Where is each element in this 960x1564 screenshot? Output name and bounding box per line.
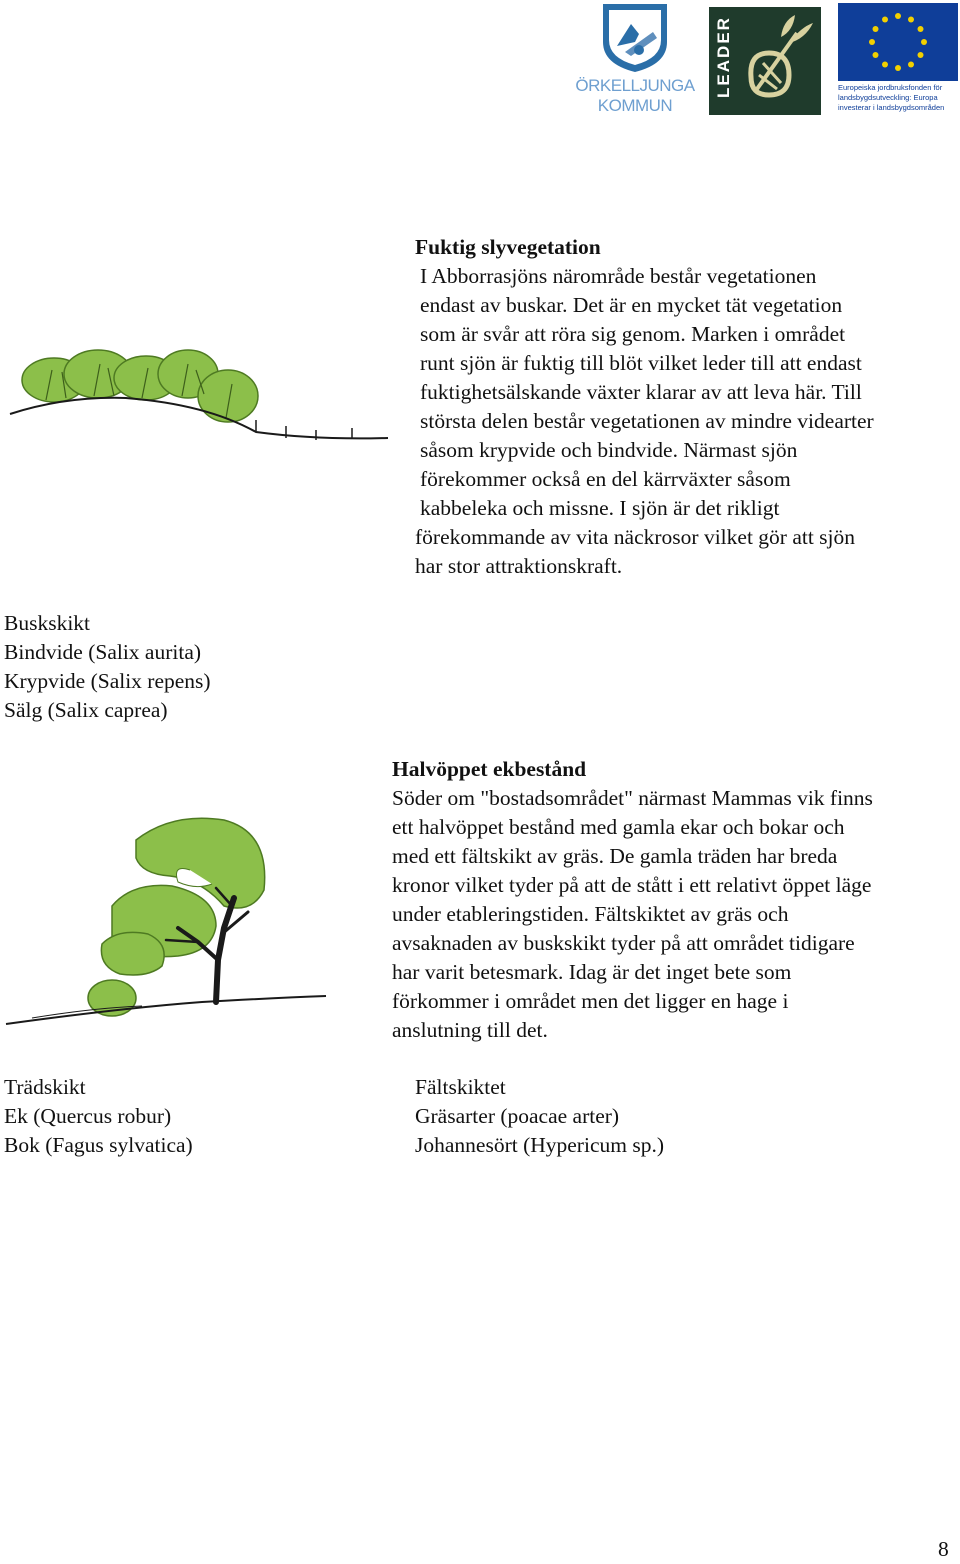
eu-caption-line1: Europeiska jordbruksfonden för bbox=[838, 83, 943, 92]
species-item: Krypvide (Salix repens) bbox=[4, 669, 211, 693]
paragraph-line: ett halvöppet bestånd med gamla ekar och bokar och bbox=[392, 815, 845, 839]
species-item: Bindvide (Salix aurita) bbox=[4, 640, 202, 664]
section2-heading: Halvöppet ekbestånd bbox=[392, 757, 587, 781]
paragraph-line: med ett fältskikt av gräs. De gamla träden har breda bbox=[392, 844, 838, 868]
paragraph-line: såsom krypvide och bindvide. Närmast sjön bbox=[420, 438, 798, 462]
oak-tree-illustration bbox=[2, 810, 330, 1032]
eu-caption-line3: investerar i landsbygdsområden bbox=[838, 103, 945, 112]
paragraph-line: största delen består vegetationen av mindre videarter bbox=[420, 409, 874, 433]
species-item: Gräsarter (poacae arter) bbox=[415, 1104, 620, 1128]
paragraph-line: runt sjön är fuktig till blöt vilket leder till att endast bbox=[420, 351, 862, 375]
species-item: Ek (Quercus robur) bbox=[4, 1104, 172, 1128]
page-number: 8 bbox=[938, 1537, 949, 1561]
eu-caption-line2: landsbygdsutveckling: Europa bbox=[838, 93, 938, 102]
paragraph-line: Söder om "bostadsområdet" närmast Mammas vik finns bbox=[392, 786, 873, 810]
species-list-title: Fältskiktet bbox=[415, 1075, 506, 1099]
paragraph-line: anslutning till det. bbox=[392, 1018, 548, 1042]
section1-paragraph bbox=[415, 262, 874, 581]
shrub-vegetation-illustration bbox=[6, 340, 390, 450]
paragraph-line: fuktighetsälskande växter klarar av att leva här. Till bbox=[420, 380, 862, 404]
species-list-title: Trädskikt bbox=[4, 1075, 86, 1099]
kommun-crest-icon bbox=[573, 2, 697, 74]
paragraph-line: förekommer också en del kärrväxter såsom bbox=[420, 467, 791, 491]
paragraph-line: endast av buskar. Det är en mycket tät vegetation bbox=[420, 293, 843, 317]
species-item: Bok (Fagus sylvatica) bbox=[4, 1133, 193, 1157]
field-layer-species-list bbox=[415, 1073, 664, 1160]
paragraph-line: har stor attraktionskraft. bbox=[415, 554, 623, 578]
eu-flag-icon bbox=[838, 3, 958, 81]
paragraph-line: förkommer i området men det ligger en hage i bbox=[392, 989, 789, 1013]
tree-layer-species-list bbox=[4, 1073, 193, 1160]
paragraph-line: avsaknaden av buskskikt tyder på att området tidigare bbox=[392, 931, 855, 955]
species-list-title: Buskskikt bbox=[4, 611, 91, 635]
kommun-name-line1: ÖRKELLJUNGA bbox=[575, 76, 695, 95]
paragraph-line: förekommande av vita näckrosor vilket gör att sjön bbox=[415, 525, 856, 549]
paragraph-line: kabbeleka och missne. I sjön är det rikligt bbox=[420, 496, 780, 520]
leader-sprout-icon bbox=[735, 13, 819, 109]
species-item: Johannesört (Hypericum sp.) bbox=[415, 1133, 664, 1157]
section1-heading: Fuktig slyvegetation bbox=[415, 235, 601, 259]
eu-logo bbox=[838, 3, 958, 119]
shrub-layer-species-list bbox=[4, 609, 211, 725]
paragraph-line: kronor vilket tyder på att de stått i ett relativt öppet läge bbox=[392, 873, 872, 897]
paragraph-line: som är svår att röra sig genom. Marken i området bbox=[420, 322, 846, 346]
paragraph-line: har varit betesmark. Idag är det inget bete som bbox=[392, 960, 792, 984]
paragraph-line: I Abborrasjöns närområde består vegetationen bbox=[420, 264, 817, 288]
species-item: Sälg (Salix caprea) bbox=[4, 698, 168, 722]
paragraph-line: under etableringstiden. Fältskiktet av gräs och bbox=[392, 902, 789, 926]
section2-paragraph bbox=[392, 784, 873, 1045]
leader-logo bbox=[709, 7, 821, 115]
leader-label: LEADER bbox=[714, 16, 733, 98]
kommun-name-line2: KOMMUN bbox=[597, 96, 673, 115]
orkelljunga-kommun-logo bbox=[573, 2, 697, 118]
